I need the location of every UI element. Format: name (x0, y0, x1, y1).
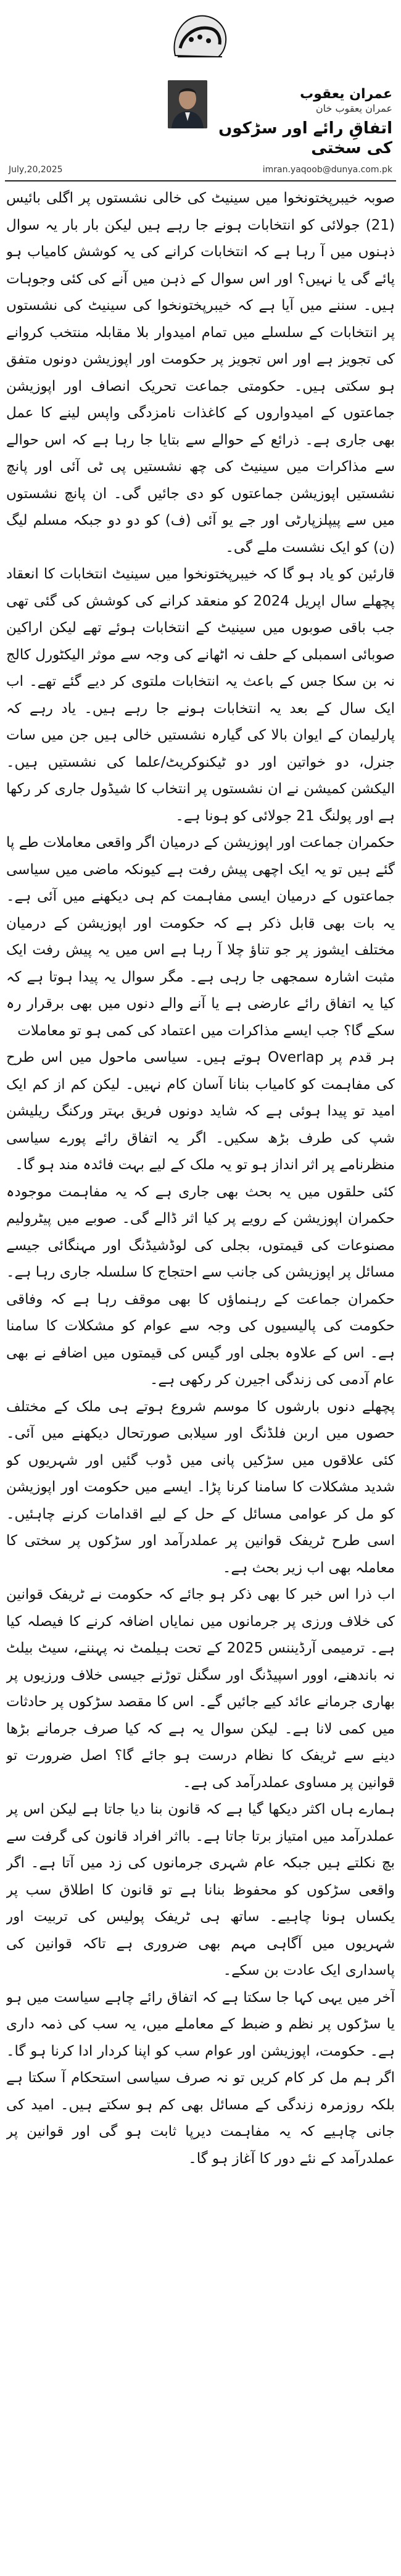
article-paragraph: آخر میں یہی کہا جا سکتا ہے کہ اتفاق رائے چاہے سیاست میں ہو یا سڑکوں پر نظم و ضبط کے معاملے میں، یہ سب کی ذمہ داری ہے۔ حکومت، اپوزیشن اور عوام سب کو اپنا کردار ادا کرنا ہو گا۔ اگر ہم مل کر کام کریں تو نہ صرف سیاسی استحکام آ سکتا ہے بلکہ روزمرہ زندگی کے مسائل بھی کم ہو سکتے ہیں۔ امید کی جانی چاہیے کہ یہ مفاہمت دیرپا ثابت ہو گی اور قوانین پر عملدرآمد کے نئے دور کا آغاز ہو گا۔ (6, 1989, 395, 2167)
author-name: عمران یعقوب (300, 86, 392, 102)
article-paragraph: کئی حلقوں میں یہ بحث بھی جاری ہے کہ یہ مفاہمت موجودہ حکمران اپوزیشن کے رویے پر کیا اثر ڈالے گی۔ صوبے میں پیٹرولیم مصنوعات کی قیمتوں، بجلی کی لوڈشیڈنگ اور مہنگائی جیسے مسائل پر اپوزیشن کی جانب سے احتجاج کا سلسلہ جاری رہا ہے۔ حکمران جماعت کے رہنماؤں کا بھی موقف رہا ہے کہ وفاقی حکومت کی پالیسیوں کی وجہ سے عوام کو مشکلات کا سامنا ہے۔ اس کے علاوہ بجلی اور گیس کی قیمتوں میں اضافے نے بھی عام آدمی کی زندگی اجیرن کر رکھی ہے۔ (6, 1183, 395, 1388)
article-paragraph: ہمارے ہاں اکثر دیکھا گیا ہے کہ قانون بنا دیا جاتا ہے لیکن اس پر عملدرآمد میں امتیاز برتا جاتا ہے۔ بااثر افراد قانون کی گرفت سے بچ نکلتے ہیں جبکہ عام شہری جرمانوں کی زد میں آتا ہے۔ اگر واقعی سڑکوں کو محفوظ بنانا ہے تو قانون کا اطلاق سب پر یکساں ہونا چاہیے۔ ساتھ ہی ٹریفک پولیس کی تربیت اور شہریوں میں آگاہی مہم بھی ضروری ہے تاکہ قوانین کی پاسداری ایک عادت بن سکے۔ (6, 1801, 395, 1978)
meta-row (0, 162, 401, 178)
publish-date: July,20,2025 (9, 165, 63, 175)
masthead (0, 0, 401, 74)
newspaper-logo (167, 4, 234, 63)
author-subtitle: عمران یعقوب خان (315, 102, 392, 114)
article-paragraph: اب ذرا اس خبر کا بھی ذکر ہو جائے کہ حکومت نے ٹریفک قوانین کی خلاف ورزی پر جرمانوں میں نمایاں اضافہ کرنے کا فیصلہ کیا ہے۔ ترمیمی آرڈیننس 2025 کے تحت ہیلمٹ نہ پہننے، سیٹ بیلٹ نہ باندھنے، اوور اسپیڈنگ اور سگنل توڑنے جیسی خلاف ورزیوں پر بھاری جرمانے عائد کیے جائیں گے۔ اس کا مقصد سڑکوں پر حادثات میں کمی لانا ہے۔ لیکن سوال یہ ہے کہ کیا صرف جرمانے بڑھا دینے سے ٹریفک کا نظام درست ہو جائے گا؟ اصل ضرورت تو قوانین پر مساوی عملدرآمد کی ہے۔ (6, 1586, 395, 1791)
divider-rule (5, 180, 396, 181)
article-paragraph: ہر قدم پر Overlap ہوتے ہیں۔ سیاسی ماحول میں اس طرح کی مفاہمت کو کامیاب بنانا آسان کام نہیں۔ لیکن کم از کم ایک امید تو پیدا ہوئی ہے کہ شاید دونوں فریق بہتر ورکنگ ریلیشن شپ کی طرف بڑھ سکیں۔ اگر یہ اتفاق رائے پورے سیاسی منظرنامے پر اثر انداز ہو تو یہ ملک کے لیے بہت فائدہ مند ہو گا۔ (6, 1049, 395, 1173)
byline-text-block (213, 86, 392, 158)
article-paragraph: حکمران جماعت اور اپوزیشن کے درمیان اگر واقعی معاملات طے پا گئے ہیں تو یہ ایک اچھی پیش رفت ہے کیونکہ ماضی میں سیاسی جماعتوں کے درمیان ایسی مفاہمت کم ہی دیکھنے میں آئی ہے۔ یہ بات بھی قابل ذکر ہے کہ حکومت اور اپوزیشن کے درمیان مختلف ایشوز پر جو تناؤ چلا آ رہا ہے اس میں یہ پیش رفت ایک مثبت اشارہ سمجھی جا رہی ہے۔ مگر سوال یہ پیدا ہوتا ہے کہ کیا یہ اتفاق رائے عارضی ہے یا آنے والے دنوں میں بھی برقرار رہ سکے گا؟ جب ایسے مذاکرات میں اعتماد کی کمی ہو تو معاملات (6, 835, 395, 1039)
column-headline: اتفاقِ رائے اور سڑکوں کی سختی (218, 119, 392, 157)
article-paragraph: صوبہ خیبرپختونخوا میں سینیٹ کی خالی نشستوں پر اگلی بائیس (21) جولائی کو انتخابات ہونے جا رہے ہیں لیکن بار بار یہ سوال ذہنوں میں آ رہا ہے کہ انتخابات کرانے کی یہ کوشش کامیاب ہو پائے گی یا نہیں؟ اور اس سوال کے ذہن میں آنے کی کئی وجوہات ہیں۔ سننے میں آیا ہے کہ خیبرپختونخوا کی سینیٹ کی نشستوں پر انتخابات کے سلسلے میں تمام امیدوار بلا مقابلہ منتخب کروانے کی تجویز ہے اور اس تجویز پر حکومت اور اپوزیشن دونوں متفق ہو سکتی ہیں۔ حکومتی جماعت تحریک انصاف اور اپوزیشن جماعتوں کے امیدواروں کے کاغذات نامزدگی واپس لینے کا عمل بھی جاری ہے۔ ذرائع کے حوالے سے بتایا جا رہا ہے کہ اس حوالے سے مذاکرات میں سینیٹ کی چھ نشستیں پی ٹی آئی اور پانچ نشستیں اپوزیشن جماعتوں کو دی جائیں گی۔ ان پانچ نشستوں میں سے پیپلزپارٹی اور جے یو آئی (ف) کو دو دو جبکہ مسلم لیگ (ن) کو ایک نشست ملے گی۔ (6, 190, 395, 556)
article-paragraph: قارئین کو یاد ہو گا کہ خیبرپختونخوا میں سینیٹ انتخابات کا انعقاد پچھلے سال اپریل 2024 کو منعقد کرانے کی کوشش کی گئی تھی جب باقی صوبوں میں سینیٹ کے انتخابات ہوئے تھے لیکن اراکین صوبائی اسمبلی کے حلف نہ اٹھانے کی وجہ سے موثر الیکٹورل کالج نہ بن سکا جس کے باعث یہ انتخابات ملتوی کر دیے گئے تھے۔ اب ایک سال کے بعد یہ انتخابات ہونے جا رہے ہیں۔ یاد رہے کہ پارلیمان کے ایوان بالا کی گیارہ نشستیں خالی ہیں جن میں سات جنرل، دو خواتین اور دو ٹیکنوکریٹ/علما کی نشستیں ہیں۔ الیکشن کمیشن نے ان نشستوں پر انتخاب کا شیڈول جاری کر رکھا ہے اور پولنگ 21 جولائی کو ہونا ہے۔ (6, 566, 395, 824)
article-body (6, 185, 395, 2568)
article-paragraph: پچھلے دنوں بارشوں کا موسم شروع ہوتے ہی ملک کے مختلف حصوں میں اربن فلڈنگ اور سیلابی صورتحال دیکھنے میں آئی۔ کئی علاقوں میں سڑکیں پانی میں ڈوب گئیں اور شہریوں کو شدید مشکلات کا سامنا کرنا پڑا۔ ایسے میں حکومت اور اپوزیشن کو مل کر عوامی مسائل کے حل کے لیے اقدامات کرنے چاہئیں۔ اسی طرح ٹریفک قوانین پر عملدرآمد اور سڑکوں پر سختی کا معاملہ بھی اب زیر بحث ہے۔ (6, 1398, 395, 1576)
author-photo (168, 80, 207, 128)
author-email: imran.yaqoob@dunya.com.pk (262, 165, 392, 175)
